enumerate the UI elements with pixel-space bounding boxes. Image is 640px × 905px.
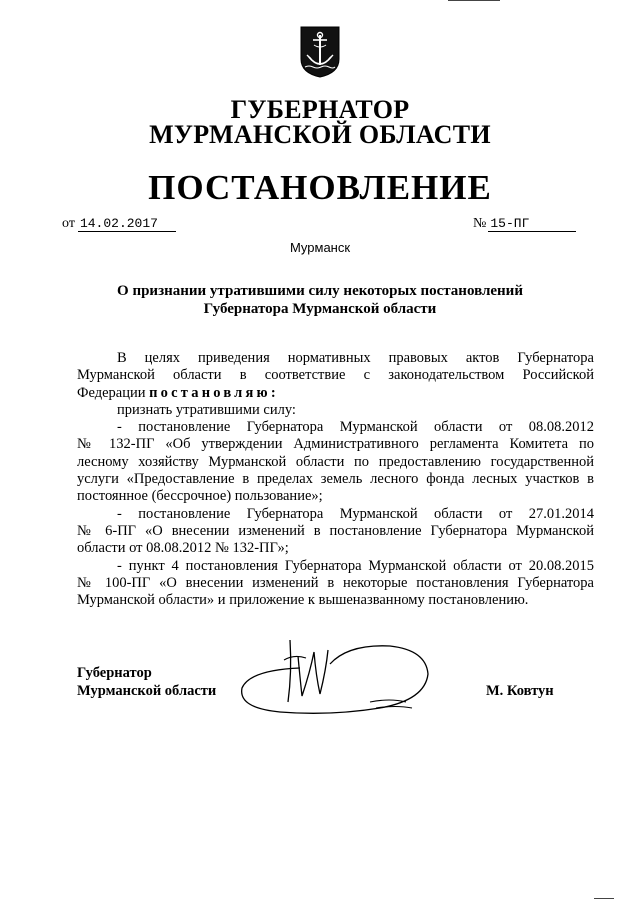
date-value: 14.02.2017 (78, 216, 176, 232)
decree-word: постановляю: (149, 384, 279, 401)
body-line: Мурманской области» и приложение к вышеназванному постановлению. (77, 592, 529, 609)
signatory-title-line2: Мурманской области (77, 683, 217, 699)
signature-icon (230, 632, 450, 722)
coat-of-arms-icon (299, 25, 341, 79)
date-field (62, 216, 176, 232)
top-edge-rule (448, 0, 500, 1)
body-line: В целях приведения нормативных правовых актов Губернатора (117, 350, 594, 366)
number-field (473, 216, 576, 232)
document-body (77, 350, 594, 609)
body-line: № 6-ПГ «О внесении изменений в постановление Губернатора Мурманской (77, 522, 594, 539)
body-line: - пункт 4 постановления Губернатора Мурманской области от 20.08.2015 (117, 557, 594, 574)
decree-line (77, 385, 594, 402)
number-prefix: № (473, 216, 487, 231)
document-type-title: ПОСТАНОВЛЕНИЕ (148, 168, 492, 207)
decree-prefix: Федерации (77, 384, 150, 401)
body-line: признать утратившими силу: (117, 401, 296, 418)
body-line: - постановление Губернатора Мурманской области от 27.01.2014 (117, 505, 594, 522)
signatory-title-line1: Губернатор (77, 665, 152, 681)
city-name: Мурманск (289, 240, 351, 255)
body-line: лесному хозяйству Мурманской области по предоставлению государственной (77, 453, 594, 470)
body-line: № 100-ПГ «О внесении изменений в некоторые постановления Губернатора (77, 574, 594, 591)
body-line: области от 08.08.2012 № 132-ПГ»; (77, 540, 289, 557)
org-title-line2: МУРМАНСКОЙ ОБЛАСТИ (149, 120, 491, 149)
signatory-name: М. Ковтун (486, 683, 554, 699)
body-line: Мурманской области в соответствие с законодательством Российской (77, 367, 594, 384)
body-line: - постановление Губернатора Мурманской области от 08.08.2012 (117, 419, 594, 436)
body-line: услуги «Предоставление в пределах земель лесного фонда лесных участков в (77, 471, 594, 488)
subject-line1: О признании утратившими силу некоторых постановлений (117, 283, 523, 299)
date-prefix: от (62, 216, 75, 231)
subject-line2: Губернатора Мурманской области (203, 301, 437, 317)
number-value: 15-ПГ (488, 216, 576, 232)
body-line: № 132-ПГ «Об утверждении Административного регламента Комитета по (77, 436, 594, 453)
body-line: постоянное (бессрочное) пользование»; (77, 488, 323, 505)
bottom-edge-rule (594, 898, 614, 899)
org-title-line1: ГУБЕРНАТОР (230, 95, 410, 124)
